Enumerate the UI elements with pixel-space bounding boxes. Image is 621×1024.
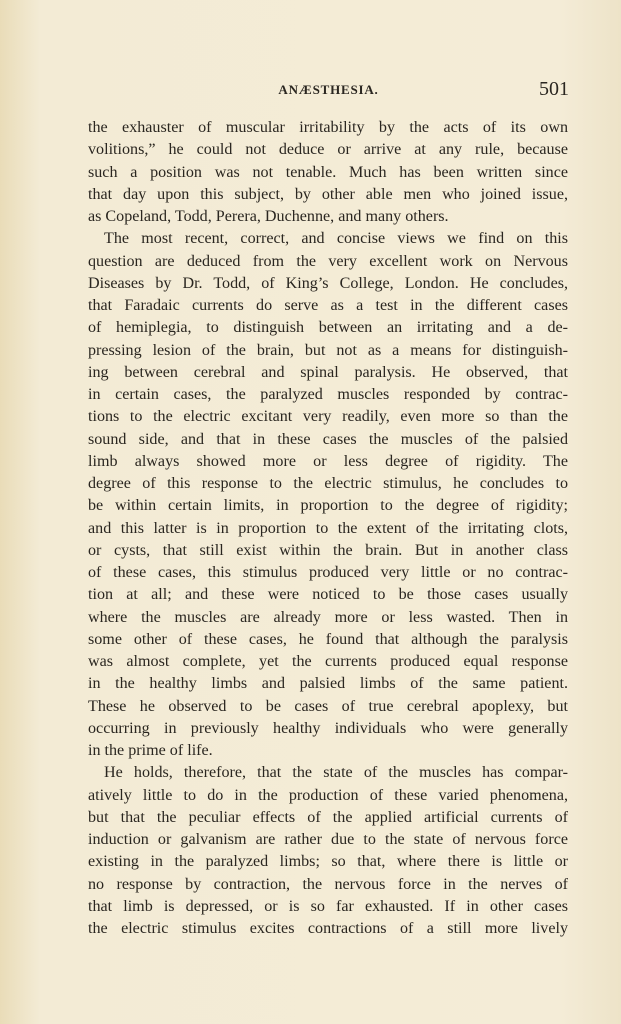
text-line: ing between cerebral and spinal paralysis. He observed, that [88,363,568,381]
text-line: induction or galvanism are rather due to the state of nervous force [88,831,568,848]
text-line: sound side, and that in these cases the muscles of the palsied [88,430,568,448]
text-line: degree of this response to the electric stimulus, he concludes to [88,475,568,492]
text-line: that limb is depressed, or is so far exhausted. If in other cases [88,897,568,915]
text-line: that Faradaic currents do serve as a test in the different cases [88,297,568,314]
text-line: some other of these cases, he found that although the paralysis [88,630,568,648]
text-line: in certain cases, the paralyzed muscles responded by contrac- [88,386,568,403]
text-line: or cysts, that still exist within the brain. But in another class [88,541,568,559]
text-line: pressing lesion of the brain, but not as a means for distinguish- [88,341,568,359]
text-line: that day upon this subject, by other able men who joined issue, [88,185,568,203]
page-header [88,78,569,102]
text-line: question are deduced from the very excellent work on Nervous [88,252,568,270]
text-line: such a position was not tenable. Much has been written since [88,163,568,181]
text-line: tions to the electric excitant very readily, even more so than the [88,408,568,426]
text-line: was almost complete, yet the currents produced equal response [88,653,568,670]
text-line: in the prime of life. [88,742,213,759]
text-line: tion at all; and these were noticed to be those cases usually [88,586,568,604]
text-line: limb always showed more or less degree of rigidity. The [88,452,568,470]
text-line: of these cases, this stimulus produced very little or no contrac- [88,564,568,581]
text-line: and this latter is in proportion to the extent of the irritating clots, [88,519,568,537]
running-title: ANÆSTHESIA. [278,82,379,97]
text-line: The most recent, correct, and concise views we find on this [104,230,568,248]
text-line: These he observed to be cases of true cerebral apoplexy, but [88,697,568,715]
page-number: 501 [539,78,569,100]
text-line: no response by contraction, the nervous force in the nerves of [88,875,568,893]
text-line: of hemiplegia, to distinguish between an irritating and a de- [88,319,568,337]
text-line: in the healthy limbs and palsied limbs of the same patient. [88,675,568,693]
text-line: He holds, therefore, that the state of the muscles has compar- [104,764,568,782]
text-line: existing in the paralyzed limbs; so that, where there is little or [88,853,568,871]
text-line: atively little to do in the production of these varied phenomena, [88,786,568,804]
text-line: but that the peculiar effects of the applied artificial currents of [88,808,568,826]
text-line: where the muscles are already more or less wasted. Then in [88,608,568,626]
text-line: occurring in previously healthy individuals who were generally [88,719,568,737]
text-line: the exhauster of muscular irritability by the acts of its own [88,119,568,136]
text-line: as Copeland, Todd, Perera, Duchenne, and many others. [88,208,449,225]
text-line: volitions,” he could not deduce or arrive at any rule, because [88,141,568,159]
text-line: the electric stimulus excites contractions of a still more lively [88,920,568,937]
text-line: Diseases by Dr. Todd, of King’s College, London. He concludes, [88,274,568,292]
text-line: be within certain limits, in proportion to the degree of rigidity; [88,497,568,515]
body-text [88,117,568,940]
